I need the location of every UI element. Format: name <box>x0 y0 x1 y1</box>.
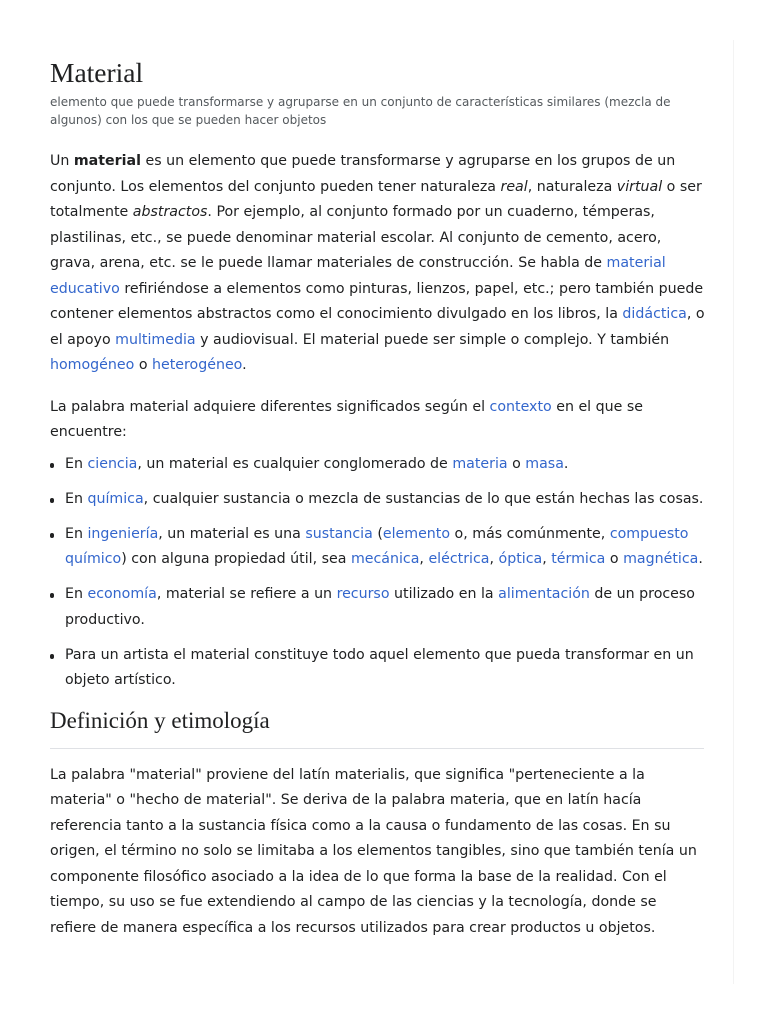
link-contexto[interactable]: contexto <box>489 398 552 415</box>
text: y audiovisual. El material puede ser simple o complejo. Y también <box>195 331 670 348</box>
text: . <box>242 357 247 373</box>
link-heterogeneo[interactable]: heterogéneo <box>152 357 243 373</box>
text: En <box>65 455 88 472</box>
text: utilizado en la <box>389 586 499 602</box>
text: , material se refiere a un <box>156 586 337 602</box>
text: , <box>419 551 429 567</box>
text: . <box>698 551 703 567</box>
text: , un material es una <box>158 525 306 542</box>
text: o <box>134 357 153 373</box>
text: refiriéndose a elementos como pinturas, lienzos, papel, etc.; pero también puede contener elementos abstractos como el conocimiento divulgado en los libros, la <box>50 280 704 322</box>
text: , cualquier sustancia o mezcla de sustancias de lo que están hechas las cosas. <box>143 490 704 507</box>
bullet-icon <box>50 533 54 538</box>
text: La palabra material adquiere diferentes significados según el <box>50 398 490 415</box>
link-ciencia[interactable]: ciencia <box>87 455 138 472</box>
text: o <box>507 455 526 472</box>
text: ) con alguna propiedad útil, sea <box>121 551 351 567</box>
link-magnetica[interactable]: magnética <box>623 551 699 567</box>
link-didactica[interactable]: didáctica <box>622 306 687 322</box>
text: , o el apoyo <box>50 306 705 348</box>
list-item <box>50 452 706 478</box>
link-materia[interactable]: materia <box>452 455 508 472</box>
bullet-icon <box>50 593 54 598</box>
meanings-list <box>50 452 706 694</box>
link-economia[interactable]: economía <box>87 586 157 602</box>
text: , naturaleza <box>527 178 617 195</box>
text: Para un artista el material constituye todo aquel elemento que pueda transformar en un objeto artístico. <box>65 646 694 688</box>
italic-virtual: virtual <box>616 178 663 195</box>
link-homogeneo[interactable]: homogéneo <box>50 357 135 373</box>
page-title: Material <box>50 57 144 88</box>
bullet-icon <box>50 463 54 468</box>
link-masa[interactable]: masa <box>525 455 564 472</box>
bold-term-material: material <box>73 153 141 169</box>
link-compuesto-quimico[interactable]: compuesto químico <box>65 525 689 567</box>
link-material-educativo[interactable]: material educativo <box>50 255 666 297</box>
short-description: elemento que puede transformarse y agruparse en un conjunto de características similares (mezcla de algunos) con los que se pueden hacer objetos <box>50 95 671 127</box>
text: En <box>65 586 88 602</box>
article-content <box>50 56 706 941</box>
intro-paragraph <box>50 395 706 446</box>
text: en el que se encuentre: <box>50 398 643 440</box>
text: o <box>605 551 624 567</box>
link-sustancia[interactable]: sustancia <box>305 525 373 542</box>
list-item <box>50 582 706 633</box>
link-recurso[interactable]: recurso <box>336 586 390 602</box>
bullet-icon <box>50 498 54 503</box>
section-heading: Definición y etimología <box>50 706 704 749</box>
text: de un proceso productivo. <box>65 586 695 628</box>
link-multimedia[interactable]: multimedia <box>115 331 196 348</box>
text: es un elemento que puede transformarse y agruparse en los grupos de un conjunto. Los elementos del conjunto pueden tener naturaleza <box>50 153 676 195</box>
link-termica[interactable]: térmica <box>551 551 606 567</box>
list-item <box>50 487 706 513</box>
text: o ser totalmente <box>50 178 702 220</box>
text: , <box>542 551 552 567</box>
text: ( <box>372 525 383 542</box>
page-edge-divider <box>733 40 734 984</box>
link-ingenieria[interactable]: ingeniería <box>87 525 159 542</box>
section-paragraph: La palabra "material" proviene del latín materialis, que significa "perteneciente a la materia" o "hecho de material". Se deriva de la palabra materia, que en latín hacía referencia tanto a la sustancia física como a la causa o fundamento de las cosas. En su origen, el término no solo se limitaba a los elementos tangibles, sino que también tenía un componente filosófico asociado a la idea de lo que forma la base de la realidad. Con el tiempo, su uso se fue extendiendo al campo de las ciencias y la tecnología, donde se refiere de manera específica a los recursos utilizados para crear productos u objetos. <box>50 766 697 936</box>
text: o, más comúnmente, <box>450 525 610 542</box>
link-optica[interactable]: óptica <box>498 551 543 567</box>
bullet-icon <box>50 654 54 659</box>
link-mecanica[interactable]: mecánica <box>350 551 420 567</box>
italic-abstractos: abstractos <box>132 204 208 220</box>
text: Un <box>50 153 74 169</box>
link-alimentacion[interactable]: alimentación <box>498 586 590 602</box>
lead-paragraph <box>50 149 706 379</box>
text: . Por ejemplo, al conjunto formado por un cuaderno, témperas, plastilinas, etc., se puede denominar material escolar. Al conjunto de cemento, acero, grava, arena, etc. se le puede llamar materiales de construcción. Se habla de <box>50 204 662 271</box>
italic-real: real <box>500 178 528 195</box>
link-electrica[interactable]: eléctrica <box>428 551 490 567</box>
text: En <box>65 490 88 507</box>
list-item <box>50 522 706 573</box>
text: . <box>563 455 569 472</box>
text: , <box>489 551 499 567</box>
text: En <box>65 525 88 542</box>
link-elemento[interactable]: elemento <box>382 525 451 542</box>
text: , un material es cualquier conglomerado de <box>137 455 453 472</box>
list-item <box>50 643 706 694</box>
link-quimica[interactable]: química <box>87 490 144 507</box>
